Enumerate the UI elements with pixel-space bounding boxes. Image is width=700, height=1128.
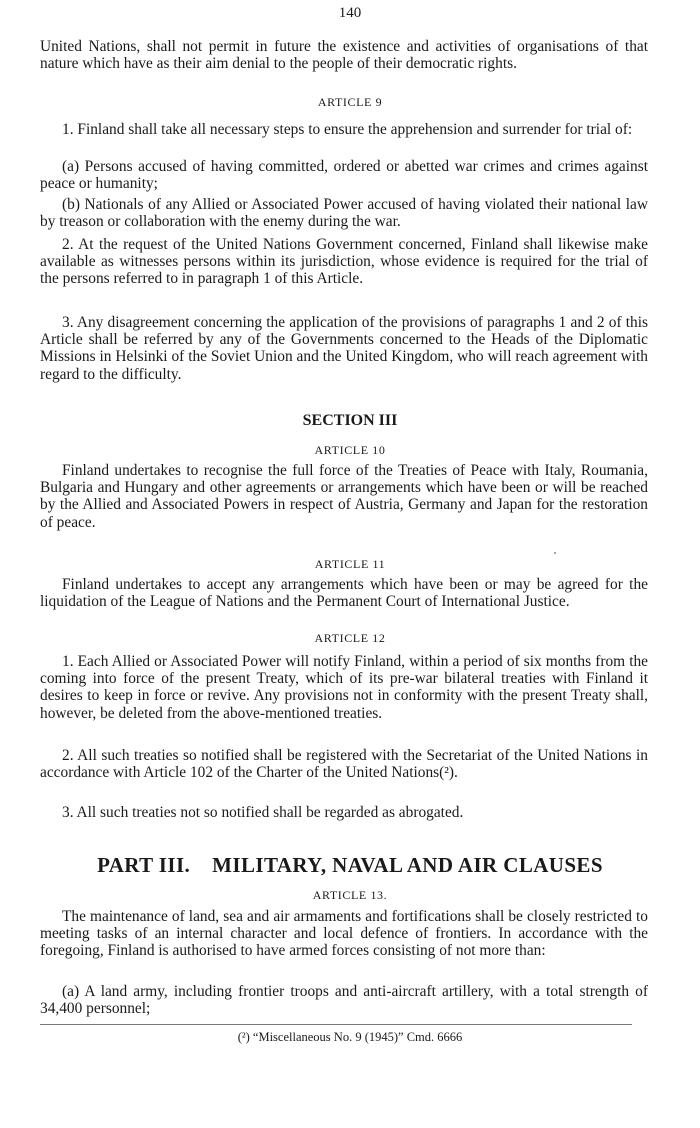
footnote-rule — [40, 1024, 632, 1025]
part-number: PART III. — [97, 853, 191, 877]
article-12-paragraph-1: 1. Each Allied or Associated Power will notify Finland, within a period of six months from the coming into force of the present Treaty, which of its pre-war bilateral treaties with Finland it desires to keep in force or revive. Any provisions not in conformity with the present Treaty shall, however, be deleted from the above-mentioned treaties. — [40, 653, 648, 722]
article-9-paragraph-1: 1. Finland shall take all necessary steps to ensure the apprehension and surrender for trial of: — [62, 121, 633, 138]
part-heading — [0, 852, 700, 878]
article-12-heading: ARTICLE 12 — [314, 631, 386, 645]
section-heading: SECTION III — [302, 412, 398, 429]
article-11-heading: ARTICLE 11 — [314, 557, 386, 571]
article-12-paragraph-3: 3. All such treaties not so notified shall be regarded as abrogated. — [62, 804, 464, 821]
article-10-paragraph: Finland undertakes to recognise the full force of the Treaties of Peace with Italy, Roumania, Bulgaria and Hungary and other agreements or arrangements which have been or will be reached by the Allied and Associated Powers in respect of Austria, Germany and Japan for the restoration of peace. — [40, 462, 648, 531]
article-12-paragraph-2: 2. All such treaties so notified shall be registered with the Secretariat of the United Nations in accordance with Article 102 of the Charter of the United Nations(²). — [40, 747, 648, 782]
article-9-item-b: (b) Nationals of any Allied or Associated Power accused of having violated their national law by treason or collaboration with the enemy during the war. — [40, 196, 648, 231]
article-13-item-a: (a) A land army, including frontier troops and anti-aircraft artillery, with a total strength of 34,400 personnel; — [40, 983, 648, 1018]
article-13-heading: ARTICLE 13. — [312, 888, 388, 902]
article-10-heading: ARTICLE 10 — [314, 443, 386, 457]
part-title: MILITARY, NAVAL AND AIR CLAUSES — [212, 853, 603, 877]
article-9-paragraph-3: 3. Any disagreement concerning the application of the provisions of paragraphs 1 and 2 of this Article shall be referred by any of the Governments concerned to the Heads of the Diplomatic Missions in Helsinki of the Soviet Union and the United Kingdom, who will reach agreement with regard to the difficulty. — [40, 314, 648, 383]
article-9-item-a: (a) Persons accused of having committed, ordered or abetted war crimes and crimes against peace or humanity; — [40, 158, 648, 193]
article-9-paragraph-2: 2. At the request of the United Nations Government concerned, Finland shall likewise make available as witnesses persons within its jurisdiction, whose evidence is required for the trial of the persons referred to in paragraph 1 of this Article. — [40, 236, 648, 288]
page-number: 140 — [338, 5, 362, 21]
article-11-paragraph: Finland undertakes to accept any arrangements which have been or may be agreed for the liquidation of the League of Nations and the Permanent Court of International Justice. — [40, 576, 648, 611]
ink-speck — [554, 552, 556, 554]
article-13-paragraph: The maintenance of land, sea and air armaments and fortifications shall be closely restricted to meeting tasks of an internal character and local defence of frontiers. In accordance with the foregoing, Finland is authorised to have armed forces consisting of not more than: — [40, 908, 648, 960]
article-9-heading: ARTICLE 9 — [317, 95, 383, 109]
footnote: (²) “Miscellaneous No. 9 (1945)” Cmd. 6666 — [237, 1030, 463, 1044]
paragraph-continuation: United Nations, shall not permit in future the existence and activities of organisations of that nature which have as their aim denial to the people of their democratic rights. — [40, 38, 648, 73]
